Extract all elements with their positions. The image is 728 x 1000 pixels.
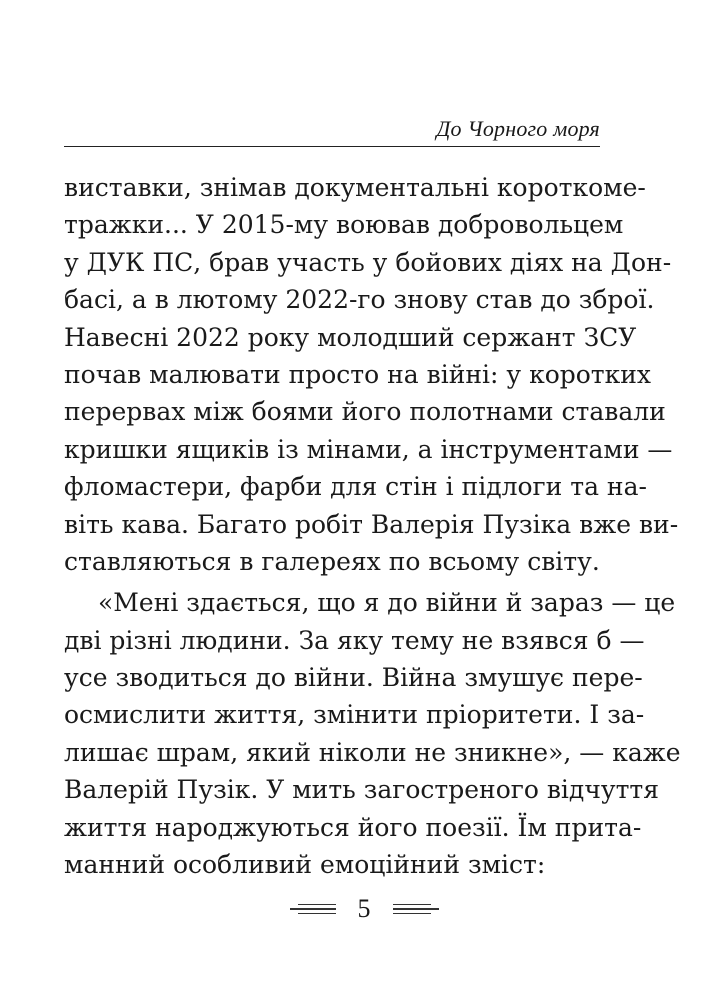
- text-line: перервах між боями його полотнами ставали: [64, 397, 666, 427]
- body-text: [64, 169, 681, 883]
- text-line: манний особливий емоційний зміст:: [64, 850, 546, 880]
- text-line: дві різні людини. За яку тему не взявся б —: [64, 625, 645, 655]
- text-line: виставки, знімав документальні короткоме-: [64, 173, 646, 202]
- text-line: тражки... У 2015-му воював добровольцем: [64, 210, 624, 240]
- text-line: усе зводиться до війни. Війна змушує пере-: [64, 663, 643, 693]
- text-line: лишає шрам, який ніколи не зникне», — каже: [64, 737, 681, 767]
- text-line: почав малювати просто на війні: у коротких: [64, 359, 652, 389]
- text-line: фломастери, фарби для стін і підлоги та на-: [64, 472, 647, 502]
- text-line: басі, а в лютому 2022-го знову став до зброї.: [64, 285, 655, 315]
- text-line: віть кава. Багато робіт Валерія Пузіка вже ви-: [64, 509, 679, 539]
- folio-ornament-icon: [393, 904, 439, 915]
- text-line: кришки ящиків із мінами, а інструментами —: [64, 434, 673, 464]
- page-number: 5: [357, 894, 371, 923]
- paragraph-2: [64, 584, 681, 883]
- text-line: Навесні 2022 року молодший сержант ЗСУ: [64, 322, 637, 352]
- text-line: осмислити життя, змінити пріоритети. І за-: [64, 700, 645, 730]
- running-header-title: До Чорного моря: [436, 116, 600, 141]
- text-line: Валерій Пузік. У мить загостреного відчуття: [64, 775, 659, 805]
- paragraph-1: [64, 169, 679, 580]
- running-header: [64, 112, 600, 147]
- text-line: життя народжуються його поезії. Їм прита-: [64, 812, 642, 842]
- page-footer: [0, 894, 728, 924]
- folio-ornament-icon: [290, 904, 336, 915]
- text-line: «Мені здається, що я до війни й зараз — це: [98, 588, 676, 618]
- text-line: у ДУК ПС, брав участь у бойових діях на Дон-: [64, 247, 672, 277]
- text-line: ставляються в галереях по всьому світу.: [64, 546, 600, 576]
